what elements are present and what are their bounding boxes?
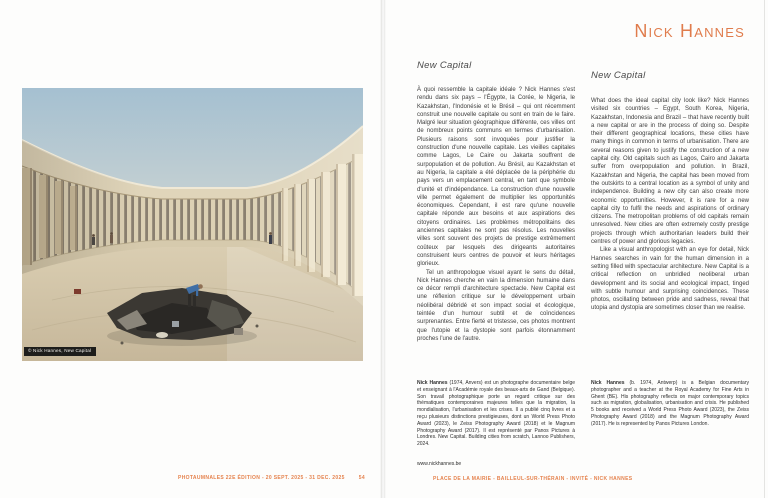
footer-left: [22, 476, 365, 481]
footer-edition-text: PHOTAUMNALES 22E ÉDITION - 20 SEPT. 2025 - 31 DEC. 2025: [178, 475, 345, 481]
bio-name: Nick Hannes: [417, 380, 448, 386]
essay-paragraph: Like a visual anthropologist with an eye for detail, Nick Hannes searches in vain for the human dimension in a setting filled with spectacular architecture. New Capital is a critical reflection on unbridled neoliberal urban development and its social and ecological impact, tinged with subtle humour and surprising coincidences. These photos, oscillating between pride and sadness, reveal that utopia and dystopia are sometimes closer than we realise.: [591, 247, 749, 312]
essay-column-french: [417, 60, 575, 343]
essay-title-english: New Capital: [591, 70, 646, 81]
essay-paragraph: Tel un anthropologue visuel ayant le sens du détail, Nick Hannes cherche en vain la dimension humaine dans ce décor rempli d'architecture spectacle. New Capital est une réflexion critique sur le développement urbain néolibéral débridé et son impact social et écologique, teintée d'un humour subtil et de coïncidences surprenantes. Entre fierté et tristesse, ces photos montrent que l'utopie et la dystopie sont parfois étonnamment proches l'une de l'autre.: [417, 269, 575, 342]
essay-paragraph: What does the ideal capital city look like? Nick Hannes visited six countries – Egypt, South Korea, Nigeria, Kazakhstan, Indonesia and Brazil – that have recently built a new capital or are in the process of doing so. Despite their different geographical locations, these cities have many things in common in terms of urbanisation. There are several reasons given to justify the construction of a new capital city. Old capitals such as Lagos, Cairo and Jakarta suffer from overpopulation and pollution. In Brazil, Kazakhstan and Nigeria, the capital has been moved from the outskirts to a central location as a symbol of unity and independence. Building a new city can also create more economic opportunities. However, it is rare for a new capital city to fulfil the needs and aspirations of ordinary citizens. The metropolitan problems of old capitals remain unresolved. New cities are often extremely costly prestige projects through which authoritarian leaders build their centres of power and glorious legacies.: [591, 98, 749, 246]
essay-paragraph: À quoi ressemble la capitale idéale ? Nick Hannes s'est rendu dans six pays – l'Égypte, la Corée, le Nigeria, le Kazakhstan, l'Indonésie et le Brésil – qui ont récemment construit une nouvelle capitale ou sont en train de le faire. Malgré leur situation géographique différente, ces villes ont de nombreux points communs en termes d'urbanisation. Plusieurs raisons sont invoquées pour justifier la construction d'une nouvelle capitale. Les vieilles capitales comme Lagos, Le Caire ou Jakarta souffrent de surpopulation et de pollution. Au Brésil, au Kazakhstan et au Nigeria, la capitale a été déplacée de la périphérie du pays vers un emplacement central, en tant que symbole d'unité et d'indépendance. La construction d'une nouvelle ville permet également de multiplier les opportunités économiques. Cependant, il est rare qu'une nouvelle capitale réponde aux besoins et aux aspirations des citoyens ordinaires. Les problèmes métropolitains des anciennes capitales ne sont pas résolus. Les nouvelles villes sont souvent des projets de prestige extrêmement coûteux par lesquels des dirigeants autoritaires construisent leurs centres de pouvoir et leurs héritages glorieux.: [417, 87, 575, 268]
photo-new-capital: [22, 88, 363, 361]
bio-text: (b. 1974, Antwerp) is a Belgian documentary photographer and a teacher at the Royal Academy for Fine Arts in Ghent (BE). His photography reflects on major contemporary topics such as migration, globalisation, urbanisation and crisis. He published 5 books and received a World Press Photo Award (2023), the Zeiss Photography Award (2018) and the Magnum Photography Award (2017). He is represented by Panos Pictures London.: [591, 380, 750, 427]
bio-name: Nick Hannes: [591, 380, 625, 386]
photo-caption: © Nick Hannes, New Capital: [24, 347, 96, 356]
photo-illustration: [22, 88, 363, 361]
footer-venue-text: PLACE DE LA MAIRIE - BAILLEUL-SUR-THÉRAIN - INVITÉ - NICK HANNES: [433, 476, 633, 482]
page-number: 54: [358, 475, 365, 481]
artist-name-heading: Nick Hannes: [634, 21, 745, 41]
essay-column-english: [591, 60, 749, 313]
footer-right: [433, 477, 632, 482]
essay-title-french: New Capital: [417, 60, 472, 71]
bio-text: (1974, Anvers) est un photographe documentaire belge et enseignant à l'Académie royale des beaux-arts de Gand (Belgique). Son travail photographique porte un regard critique sur des thématiques contemporaines majeures telles que la migration, la mondialisation, l'urbanisation et les crises. Il a publié cinq livres et a reçu plusieurs distinctions prestigieuses, dont un World Press Photo Award (2023), le Zeiss Photography Award (2018) et le Magnum Photography Award (2017). Il est représenté par Panos Pictures à Londres. New Capital. Building cities from scratch, Lannoo Publishers, 2024.: [417, 380, 576, 448]
artist-website: www.nickhannes.be: [417, 460, 462, 467]
page-edge: [764, 0, 765, 498]
bio-english: [591, 380, 749, 428]
page-gutter: [380, 0, 386, 498]
bio-french: [417, 380, 575, 468]
